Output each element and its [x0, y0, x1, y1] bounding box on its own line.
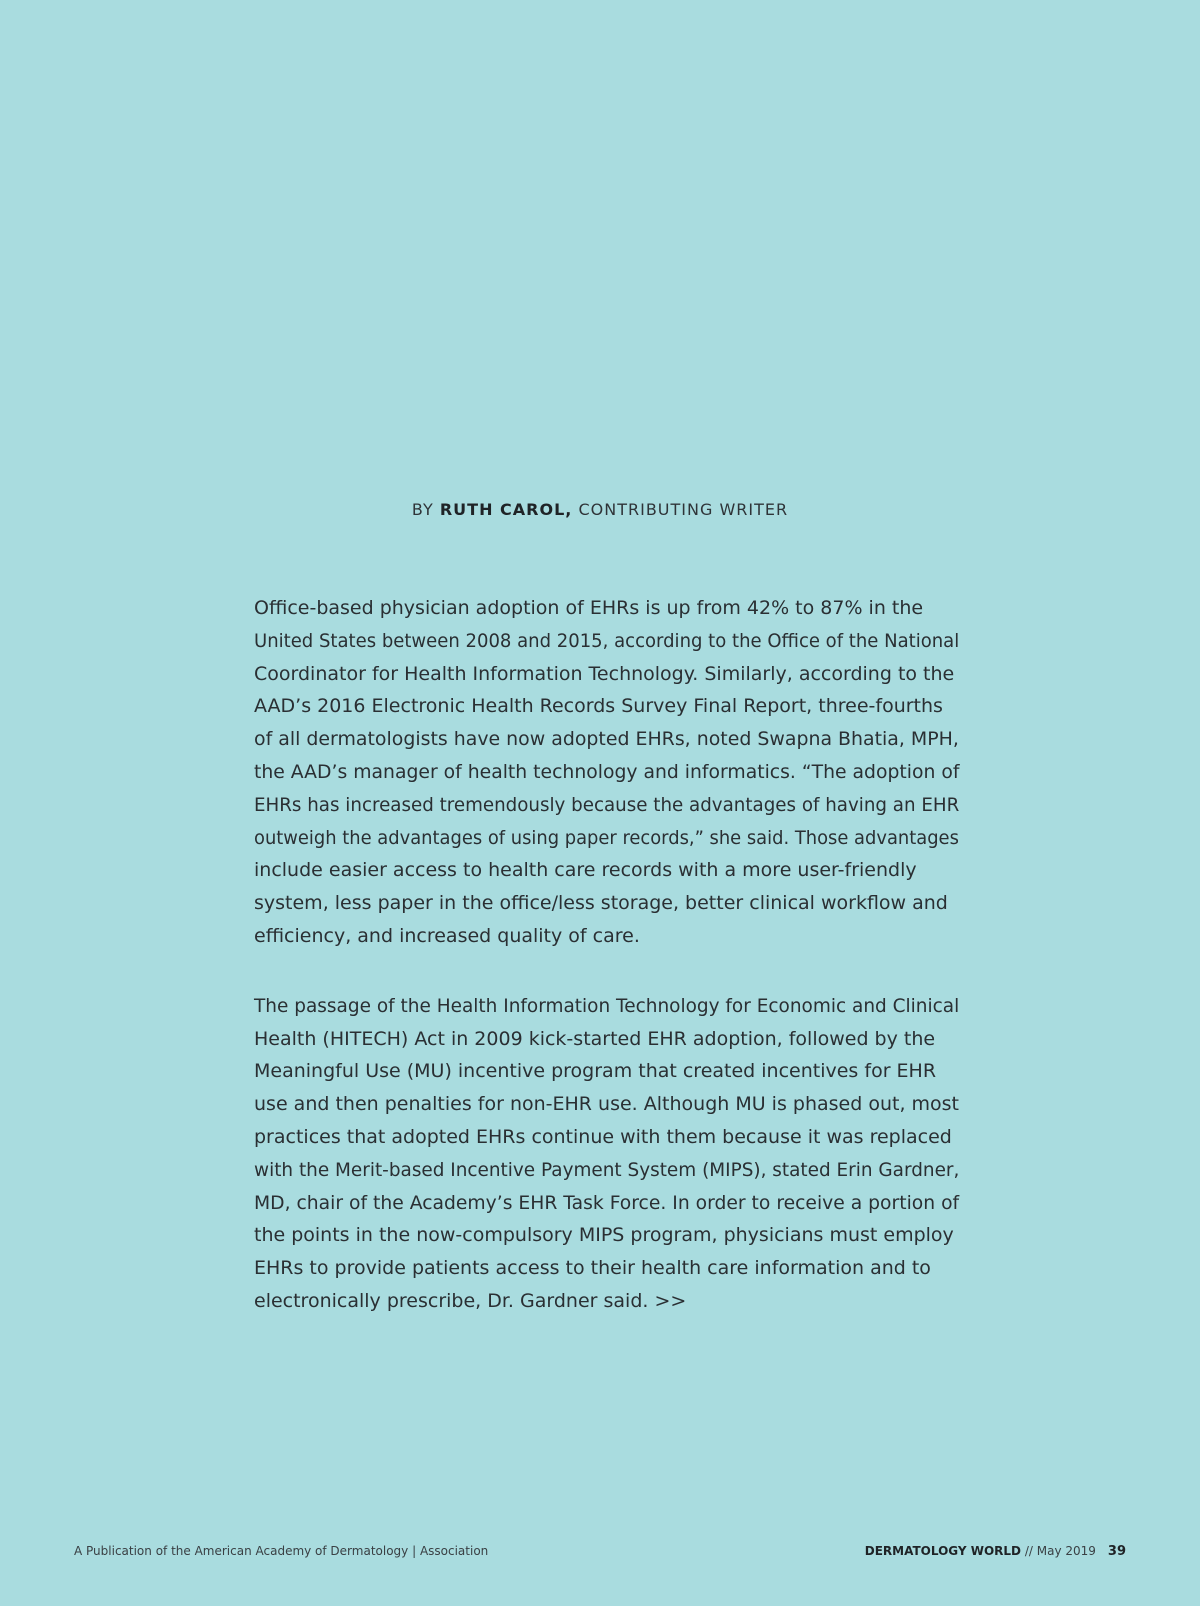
page-number: 39 — [1107, 1544, 1126, 1559]
paragraph-line: use and then penalties for non-EHR use. Although MU is phased out, most — [254, 1093, 960, 1116]
paragraph-line: practices that adopted EHRs continue with them because it was replaced — [254, 1125, 952, 1148]
byline-author: RUTH CAROL, — [439, 500, 573, 519]
paragraph-line: Health (HITECH) Act in 2009 kick-started EHR adoption, followed by the — [254, 1027, 936, 1050]
paragraph-line: Office-based physician adoption of EHRs is up from 42% to 87% in the — [254, 597, 924, 619]
paragraph-line: include easier access to health care records with a more user-friendly — [254, 859, 917, 882]
paragraph-line: outweigh the advantages of using paper records,” she said. Those advantages — [254, 826, 959, 849]
article-paragraph — [254, 990, 959, 1318]
footer-publication: A Publication of the American Academy of Dermatology | Association — [74, 1544, 489, 1558]
paragraph-line: electronically prescribe, Dr. Gardner said. >> — [254, 1289, 687, 1312]
paragraph-line: the AAD’s manager of health technology and informatics. “The adoption of — [254, 760, 960, 783]
paragraph-line: AAD’s 2016 Electronic Health Records Survey Final Report, three-fourths — [254, 695, 943, 718]
paragraph-line: The passage of the Health Information Technology for Economic and Clinical — [254, 994, 960, 1017]
byline — [0, 500, 1200, 519]
paragraph-line: United States between 2008 and 2015, according to the Office of the National — [254, 629, 960, 652]
footer-issue-date: May 2019 — [1036, 1544, 1096, 1558]
paragraph-line: EHRs has increased tremendously because the advantages of having an EHR — [254, 793, 960, 816]
paragraph-line: with the Merit-based Incentive Payment System (MIPS), stated Erin Gardner, — [254, 1158, 960, 1181]
paragraph-line: system, less paper in the office/less storage, better clinical workflow and — [254, 892, 948, 915]
paragraph-line: of all dermatologists have now adopted EHRs, noted Swapna Bhatia, MPH, — [254, 728, 959, 751]
paragraph-line: Coordinator for Health Information Technology. Similarly, according to the — [254, 662, 955, 685]
paragraph-line: efficiency, and increased quality of care. — [254, 924, 640, 947]
footer-separator: // — [1021, 1544, 1037, 1558]
article-body — [254, 592, 959, 1355]
footer-magazine-name: DERMATOLOGY WORLD — [864, 1544, 1022, 1558]
byline-prefix: BY — [411, 500, 434, 519]
footer-issue-info — [865, 1544, 1126, 1559]
paragraph-line: the points in the now-compulsory MIPS program, physicians must employ — [254, 1224, 954, 1247]
paragraph-line: EHRs to provide patients access to their health care information and to — [254, 1257, 931, 1280]
article-paragraph — [254, 592, 959, 953]
paragraph-line: MD, chair of the Academy’s EHR Task Force. In order to receive a portion of — [254, 1191, 960, 1214]
paragraph-line: Meaningful Use (MU) incentive program that created incentives for EHR — [254, 1060, 937, 1083]
byline-role: CONTRIBUTING WRITER — [578, 500, 789, 519]
